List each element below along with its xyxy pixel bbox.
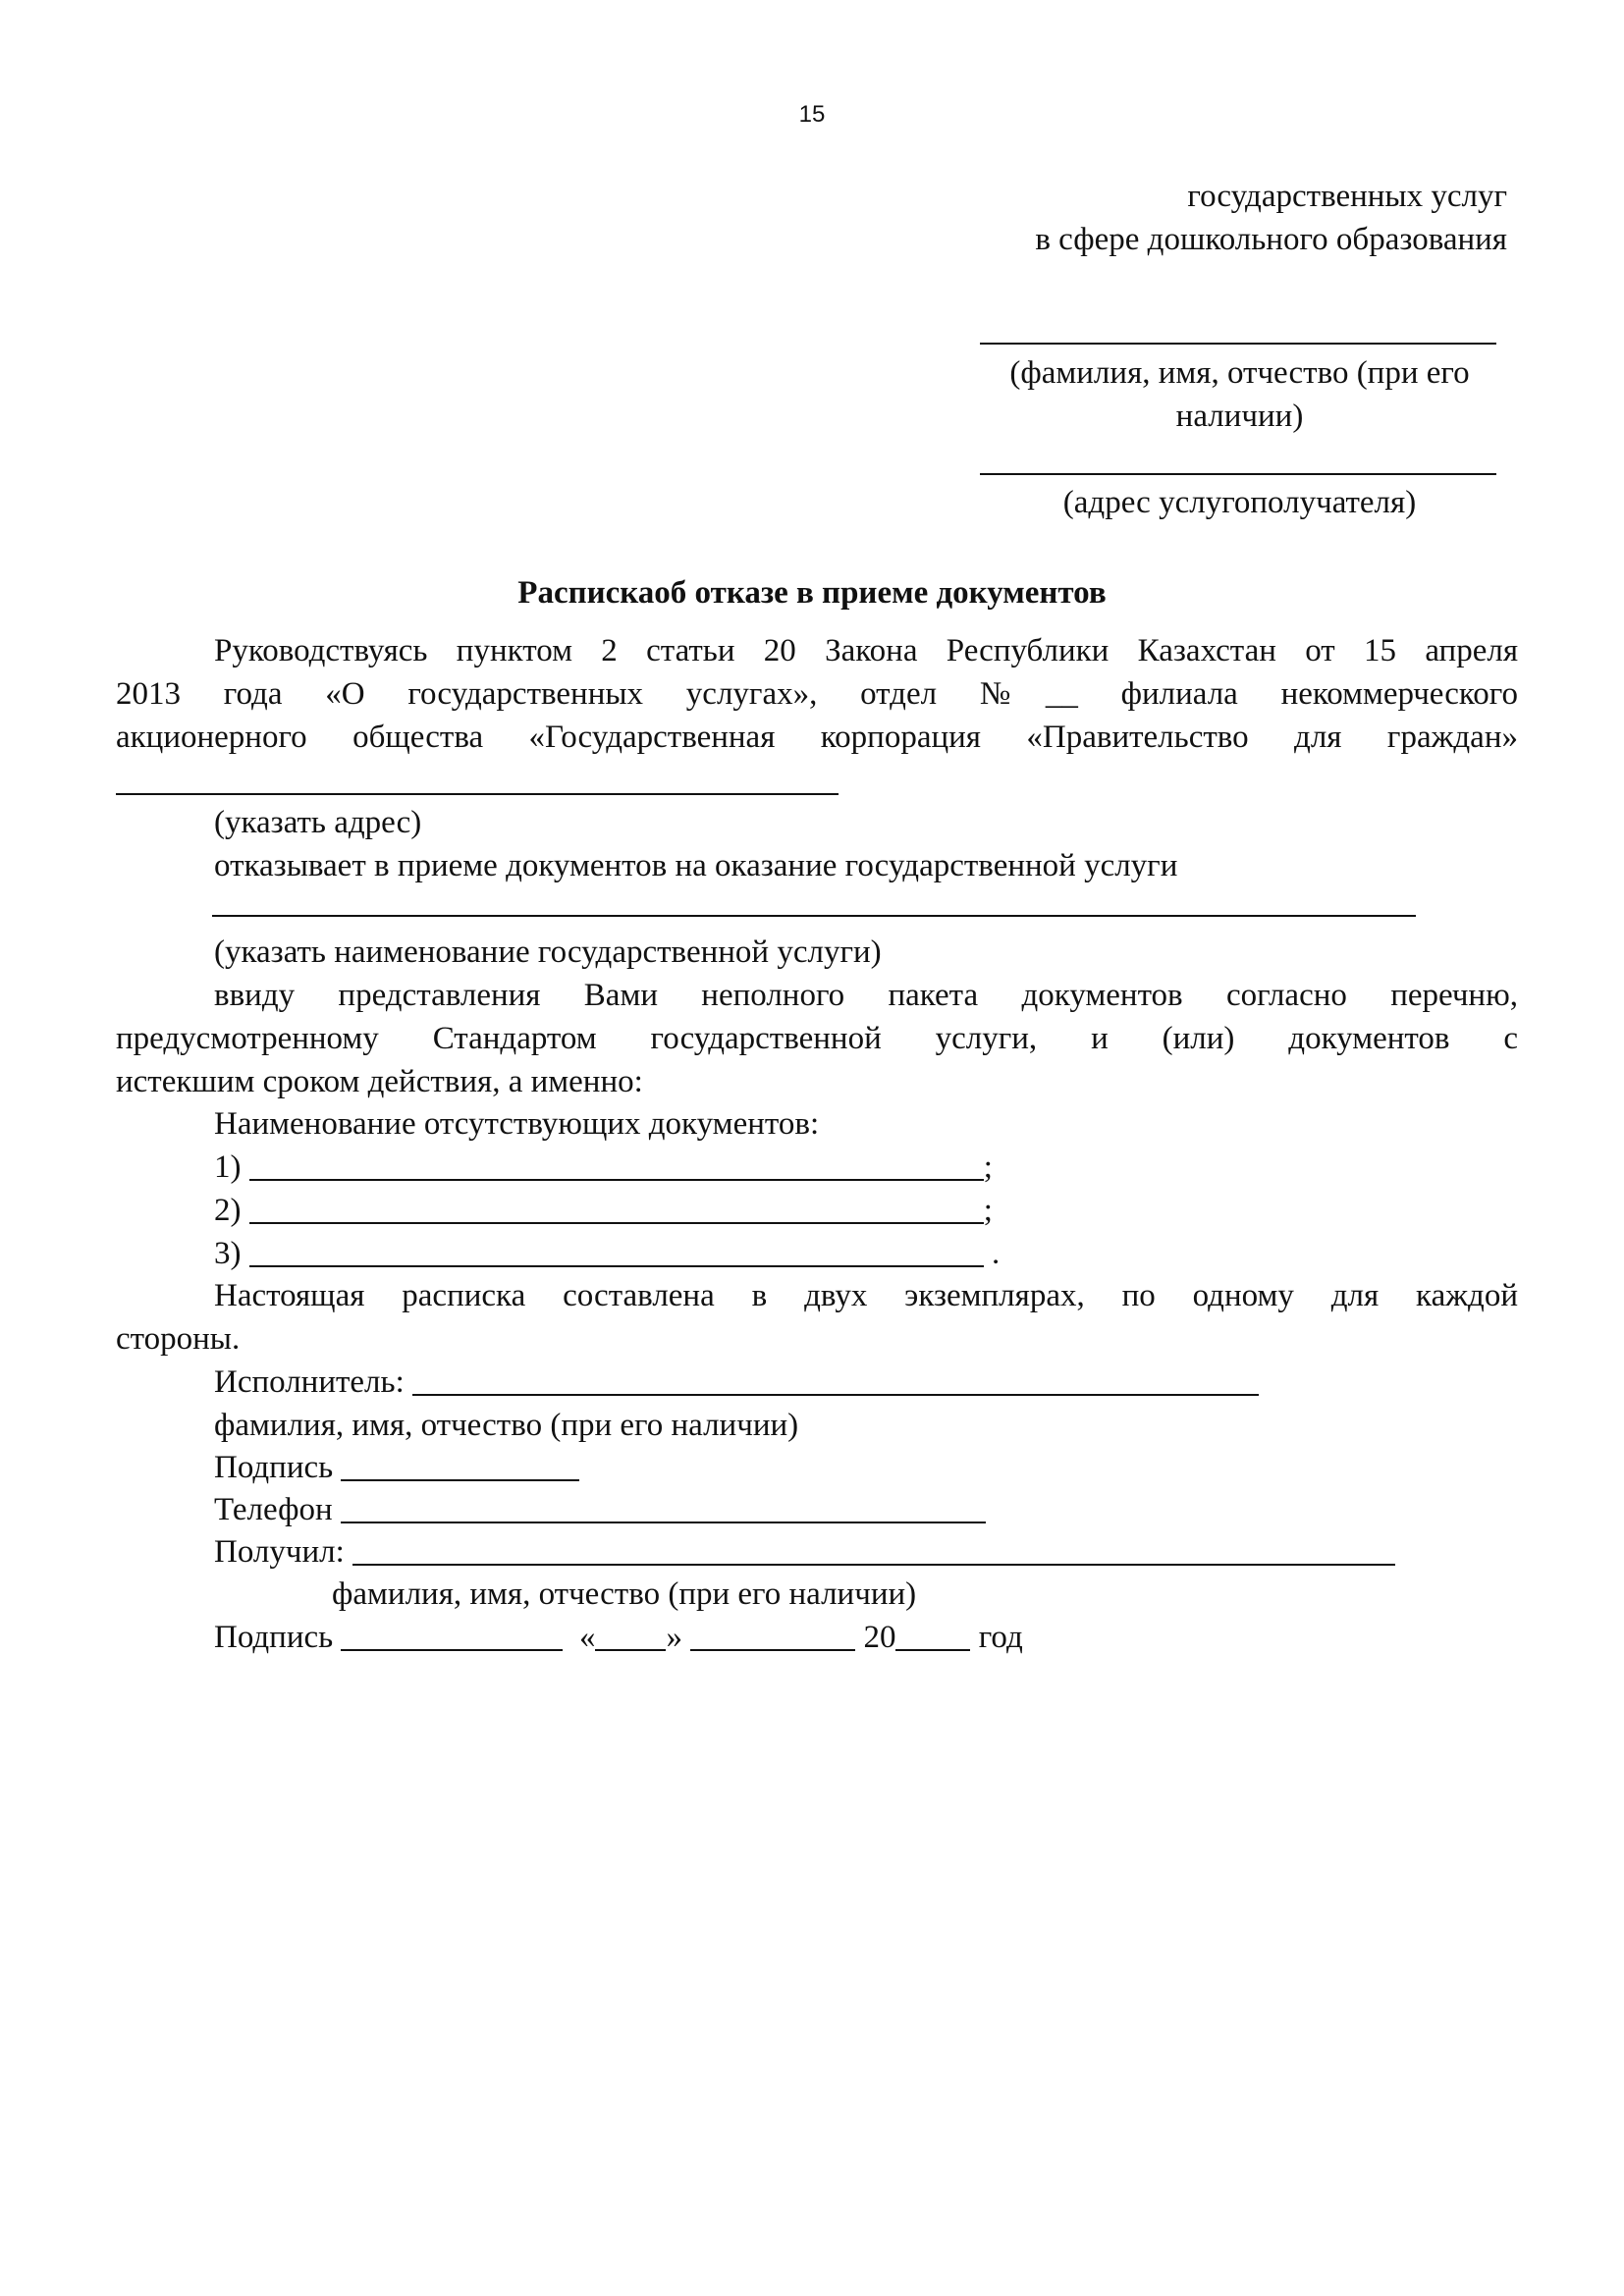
date-day-field[interactable]: [595, 1648, 666, 1651]
received-field[interactable]: [352, 1563, 1395, 1566]
copies-line-1: Настоящая расписка составлена в двух экземплярах, по одному для каждой: [214, 1278, 1518, 1313]
missing-doc-item-3: [214, 1232, 1000, 1275]
recipient-address-field[interactable]: [980, 473, 1496, 475]
executor-caption: фамилия, имя, отчество (при его наличии): [214, 1408, 799, 1443]
date-month-field[interactable]: [690, 1648, 855, 1651]
final-signature-row: [214, 1616, 1023, 1659]
reason-line-3: истекшим сроком действия, а именно:: [116, 1064, 643, 1099]
document-title: Распискаоб отказе в приеме документов: [517, 575, 1107, 611]
service-name-field[interactable]: [212, 915, 1416, 917]
phone-field[interactable]: [341, 1521, 986, 1523]
address-caption: (указать адрес): [214, 805, 422, 840]
final-signature-field[interactable]: [341, 1648, 563, 1651]
year-prefix: 20: [863, 1620, 896, 1655]
service-caption: (указать наименование государственной услуги): [214, 934, 882, 970]
received-row: [214, 1530, 1395, 1574]
received-caption: фамилия, имя, отчество (при его наличии): [332, 1576, 917, 1612]
copies-line-2: стороны.: [116, 1321, 241, 1357]
header-line-2: в сфере дошкольного образования: [1035, 222, 1507, 257]
executor-signature-field[interactable]: [341, 1478, 579, 1481]
date-year-field[interactable]: [895, 1648, 970, 1651]
missing-doc-field-2[interactable]: [249, 1221, 984, 1224]
item-number: 3): [214, 1236, 242, 1271]
missing-doc-item-1: [214, 1146, 993, 1189]
item-end: ;: [983, 1149, 993, 1185]
reason-line-1: ввиду представления Вами неполного пакета документов согласно перечню,: [214, 978, 1518, 1013]
received-label: Получил:: [214, 1534, 345, 1570]
executor-signature-row: [214, 1446, 579, 1489]
missing-doc-item-2: [214, 1189, 993, 1232]
recipient-name-caption-2: наличии): [1175, 399, 1304, 434]
address-field[interactable]: [116, 793, 839, 795]
recipient-name-caption-1: (фамилия, имя, отчество (при его: [1009, 355, 1470, 391]
intro-line-2: 2013 года «О государственных услугах», отдел №__ филиала некоммерческого: [116, 676, 1518, 712]
date-close-quote: »: [666, 1620, 682, 1655]
executor-label: Исполнитель:: [214, 1364, 405, 1400]
phone-label: Телефон: [214, 1492, 333, 1527]
missing-doc-field-3[interactable]: [249, 1264, 984, 1267]
executor-row: [214, 1361, 1259, 1404]
reason-line-2: предусмотренному Стандартом государственной услуги, и (или) документов с: [116, 1021, 1518, 1056]
year-suffix: год: [978, 1620, 1023, 1655]
intro-line-3: акционерного общества «Государственная корпорация «Правительство для граждан»: [116, 720, 1518, 755]
missing-docs-label: Наименование отсутствующих документов:: [214, 1106, 820, 1142]
signature-label: Подпись: [214, 1450, 334, 1485]
item-number: 1): [214, 1149, 242, 1185]
item-end: .: [992, 1236, 1001, 1271]
phone-row: [214, 1488, 986, 1531]
refusal-text: отказывает в приеме документов на оказание государственной услуги: [214, 848, 1178, 883]
final-signature-label: Подпись: [214, 1620, 334, 1655]
header-line-1: государственных услуг: [1187, 179, 1507, 214]
recipient-address-caption: (адрес услугополучателя): [1062, 485, 1417, 520]
missing-doc-field-1[interactable]: [249, 1178, 984, 1181]
recipient-name-field[interactable]: [980, 343, 1496, 345]
item-number: 2): [214, 1193, 242, 1228]
page-number: 15: [798, 101, 826, 128]
executor-field[interactable]: [412, 1393, 1259, 1396]
item-end: ;: [983, 1193, 993, 1228]
intro-line-1: Руководствуясь пунктом 2 статьи 20 Закона Республики Казахстан от 15 апреля: [214, 633, 1518, 668]
date-open-quote: «: [578, 1620, 596, 1655]
